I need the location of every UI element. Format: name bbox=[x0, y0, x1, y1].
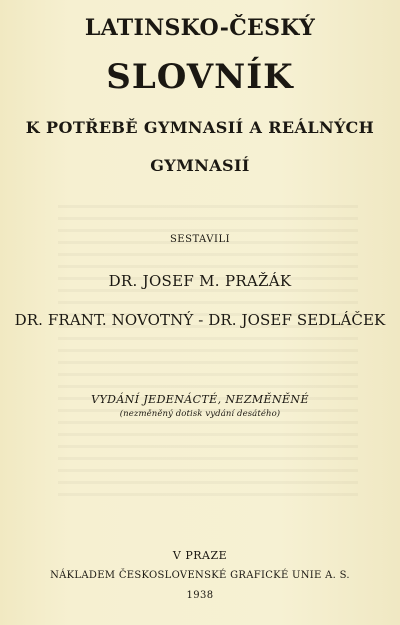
book-title-line-3: K POTŘEBĚ GYMNASIÍ A REÁLNÝCH bbox=[25, 118, 375, 137]
edition-note: (nezměněný dotisk vydání desátého) bbox=[119, 409, 281, 419]
book-title-line-1: LATINSKO-ČESKÝ bbox=[84, 15, 316, 41]
book-title-line-4: GYMNASIÍ bbox=[150, 156, 250, 175]
author-line-2: DR. FRANT. NOVOTNÝ - DR. JOSEF SEDLÁČEK bbox=[14, 311, 386, 329]
edition-text: VYDÁNÍ JEDENÁCTÉ, NEZMĚNĚNÉ bbox=[91, 393, 309, 406]
publication-year: 1938 bbox=[186, 590, 214, 601]
publisher-name: NÁKLADEM ČESKOSLOVENSKÉ GRAFICKÉ UNIE A. S. bbox=[50, 570, 350, 581]
show-through-text-lines bbox=[58, 205, 358, 505]
authors-label: SESTAVILI bbox=[169, 234, 231, 245]
publication-place: V PRAZE bbox=[172, 549, 228, 562]
author-line-1: DR. JOSEF M. PRAŽÁK bbox=[108, 272, 292, 290]
book-title-line-2: SLOVNÍK bbox=[106, 57, 294, 97]
